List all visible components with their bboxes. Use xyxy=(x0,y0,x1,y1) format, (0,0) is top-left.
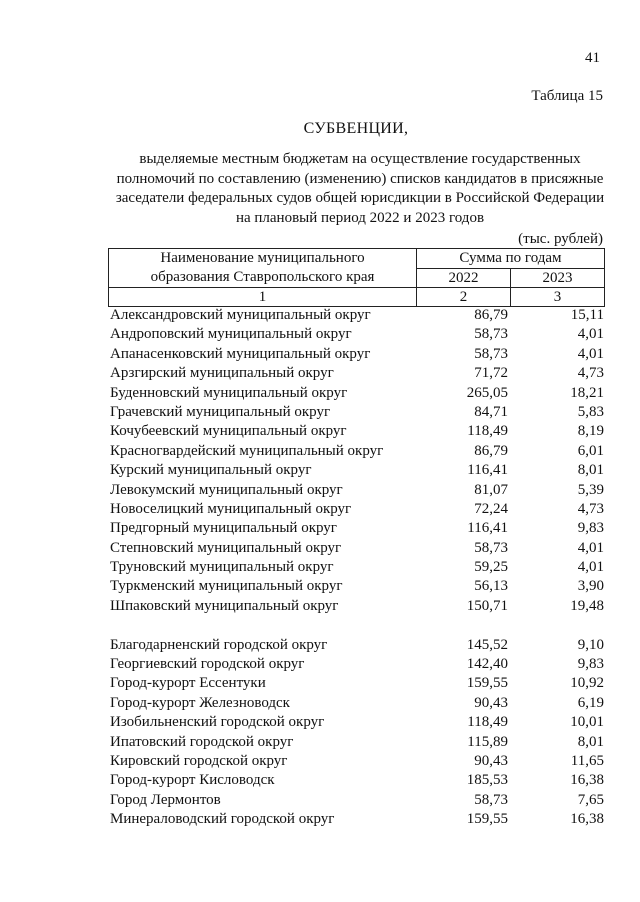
value-2022: 56,13 xyxy=(474,578,508,595)
column-header-2022: 2022 xyxy=(417,268,511,288)
value-2022: 58,73 xyxy=(474,539,508,556)
municipality-name: Грачевский муниципальный округ xyxy=(110,403,331,420)
table-row xyxy=(110,364,604,383)
value-2022: 59,25 xyxy=(474,559,508,576)
value-2023: 4,01 xyxy=(577,345,604,362)
value-2022: 118,49 xyxy=(467,714,508,731)
value-2022: 159,55 xyxy=(466,675,508,692)
value-2022: 58,73 xyxy=(474,345,508,362)
value-2022: 90,43 xyxy=(474,694,508,711)
table-row xyxy=(110,810,604,829)
table-body xyxy=(110,306,604,830)
municipality-name: Кочубеевский муниципальный округ xyxy=(110,423,347,440)
municipality-name: Туркменский муниципальный округ xyxy=(110,578,343,595)
value-2023: 4,01 xyxy=(577,539,604,556)
table-row xyxy=(110,577,604,596)
value-2022: 58,73 xyxy=(474,326,508,343)
value-2023: 5,83 xyxy=(577,403,604,420)
value-2023: 3,90 xyxy=(577,578,604,595)
table-row xyxy=(110,519,604,538)
value-2022: 185,53 xyxy=(466,772,508,789)
municipality-name: Город-курорт Ессентуки xyxy=(110,675,266,692)
municipality-name: Апанасенковский муниципальный округ xyxy=(110,345,371,362)
table-row xyxy=(110,442,604,461)
value-2022: 84,71 xyxy=(474,403,508,420)
municipality-name: Александровский муниципальный округ xyxy=(110,307,371,323)
document-subtitle xyxy=(110,150,610,228)
table-row xyxy=(110,636,604,655)
municipality-name: Георгиевский городской округ xyxy=(110,656,305,673)
municipality-name: Андроповский муниципальный округ xyxy=(110,326,352,343)
municipality-name: Труновский муниципальный округ xyxy=(110,559,334,576)
value-2023: 5,39 xyxy=(577,481,604,498)
column-number-2: 2 xyxy=(417,288,511,307)
value-2023: 18,21 xyxy=(570,384,604,401)
value-2023: 9,10 xyxy=(577,636,604,653)
municipality-name: Левокумский муниципальный округ xyxy=(110,481,343,498)
table-row xyxy=(110,461,604,480)
group-spacer xyxy=(110,616,604,635)
value-2023: 15,11 xyxy=(570,307,604,323)
value-2022: 145,52 xyxy=(466,636,508,653)
value-2023: 4,01 xyxy=(577,559,604,576)
value-2022: 159,55 xyxy=(466,811,508,828)
value-2023: 6,19 xyxy=(577,694,604,711)
municipality-name: Изобильненский городской округ xyxy=(110,714,325,731)
units-label: (тыс. рублей) xyxy=(518,231,603,247)
municipality-name: Курский муниципальный округ xyxy=(110,462,312,479)
value-2022: 72,24 xyxy=(474,500,508,517)
municipality-name: Арзгирский муниципальный округ xyxy=(110,365,334,382)
value-2022: 86,79 xyxy=(474,442,508,459)
value-2023: 16,38 xyxy=(570,772,604,789)
table-row xyxy=(110,481,604,500)
value-2023: 19,48 xyxy=(570,597,604,614)
value-2023: 9,83 xyxy=(577,656,604,673)
value-2023: 11,65 xyxy=(570,752,604,769)
table-row xyxy=(110,345,604,364)
column-header-2023: 2023 xyxy=(510,268,604,288)
table-row xyxy=(110,539,604,558)
subtitle-line: на плановый период 2022 и 2023 годов xyxy=(235,209,485,226)
municipality-name: Город-курорт Кисловодск xyxy=(110,772,275,789)
table-row xyxy=(110,655,604,674)
municipality-name: Город Лермонтов xyxy=(110,791,221,808)
value-2022: 86,79 xyxy=(474,307,508,323)
value-2022: 90,43 xyxy=(474,752,508,769)
value-2023: 10,01 xyxy=(570,714,604,731)
table-row xyxy=(110,752,604,771)
value-2022: 118,49 xyxy=(467,423,508,440)
value-2022: 150,71 xyxy=(466,597,508,614)
municipality-name: Новоселицкий муниципальный округ xyxy=(110,500,352,517)
subtitle-line: заседатели федеральных судов общей юрисдикции в Российской Федерации xyxy=(115,190,605,206)
table-label: Таблица 15 xyxy=(531,88,603,104)
value-2023: 9,83 xyxy=(577,520,604,537)
municipality-name: Предгорный муниципальный округ xyxy=(110,520,337,537)
municipality-name: Кировский городской округ xyxy=(110,752,288,769)
value-2023: 6,01 xyxy=(577,442,604,459)
value-2023: 8,19 xyxy=(577,423,604,440)
page-number: 41 xyxy=(585,50,600,66)
municipality-name: Минераловодский городской округ xyxy=(110,811,335,828)
column-header-name-line1: Наименование муниципального xyxy=(160,250,365,266)
value-2023: 4,73 xyxy=(577,500,604,517)
table-row xyxy=(110,771,604,790)
value-2023: 8,01 xyxy=(577,733,604,750)
value-2023: 7,65 xyxy=(577,791,604,808)
subtitle-line: выделяемые местным бюджетам на осуществление государственных xyxy=(139,151,581,167)
municipality-name: Благодарненский городской округ xyxy=(110,636,328,653)
value-2022: 71,72 xyxy=(474,365,508,382)
column-header-name-line2: образования Ставропольского края xyxy=(150,269,375,285)
table-header xyxy=(108,248,605,307)
table-row xyxy=(110,306,604,325)
table-row xyxy=(110,694,604,713)
value-2023: 4,73 xyxy=(577,365,604,382)
column-number-3: 3 xyxy=(510,288,604,307)
table-row xyxy=(110,384,604,403)
column-header-name xyxy=(109,249,417,288)
value-2023: 8,01 xyxy=(577,462,604,479)
value-2023: 4,01 xyxy=(577,326,604,343)
table-row xyxy=(110,674,604,693)
table-row xyxy=(110,733,604,752)
municipality-name: Ипатовский городской округ xyxy=(110,733,294,750)
municipality-name: Красногвардейский муниципальный округ xyxy=(110,442,384,459)
value-2023: 16,38 xyxy=(570,811,604,828)
table-row xyxy=(110,558,604,577)
table-row xyxy=(110,403,604,422)
value-2022: 265,05 xyxy=(466,384,508,401)
municipality-name: Степновский муниципальный округ xyxy=(110,539,342,556)
value-2022: 116,41 xyxy=(467,462,508,479)
table-row xyxy=(110,791,604,810)
table-row xyxy=(110,713,604,732)
value-2022: 81,07 xyxy=(474,481,508,498)
table-row xyxy=(110,422,604,441)
value-2022: 116,41 xyxy=(467,520,508,537)
value-2022: 58,73 xyxy=(474,791,508,808)
column-header-sum: Сумма по годам xyxy=(417,249,605,269)
municipality-name: Буденновский муниципальный округ xyxy=(110,384,348,401)
table-row xyxy=(110,597,604,616)
table-row xyxy=(110,500,604,519)
subtitle-line: полномочий по составлению (изменению) списков кандидатов в присяжные xyxy=(116,170,604,187)
municipality-name: Шпаковский муниципальный округ xyxy=(110,597,339,614)
value-2022: 142,40 xyxy=(466,656,508,673)
column-number-1: 1 xyxy=(109,288,417,307)
table-row xyxy=(110,325,604,344)
document-title: СУБВЕНЦИИ, xyxy=(303,120,409,137)
value-2022: 115,89 xyxy=(467,733,508,750)
municipality-name: Город-курорт Железноводск xyxy=(110,694,290,711)
value-2023: 10,92 xyxy=(570,675,604,692)
